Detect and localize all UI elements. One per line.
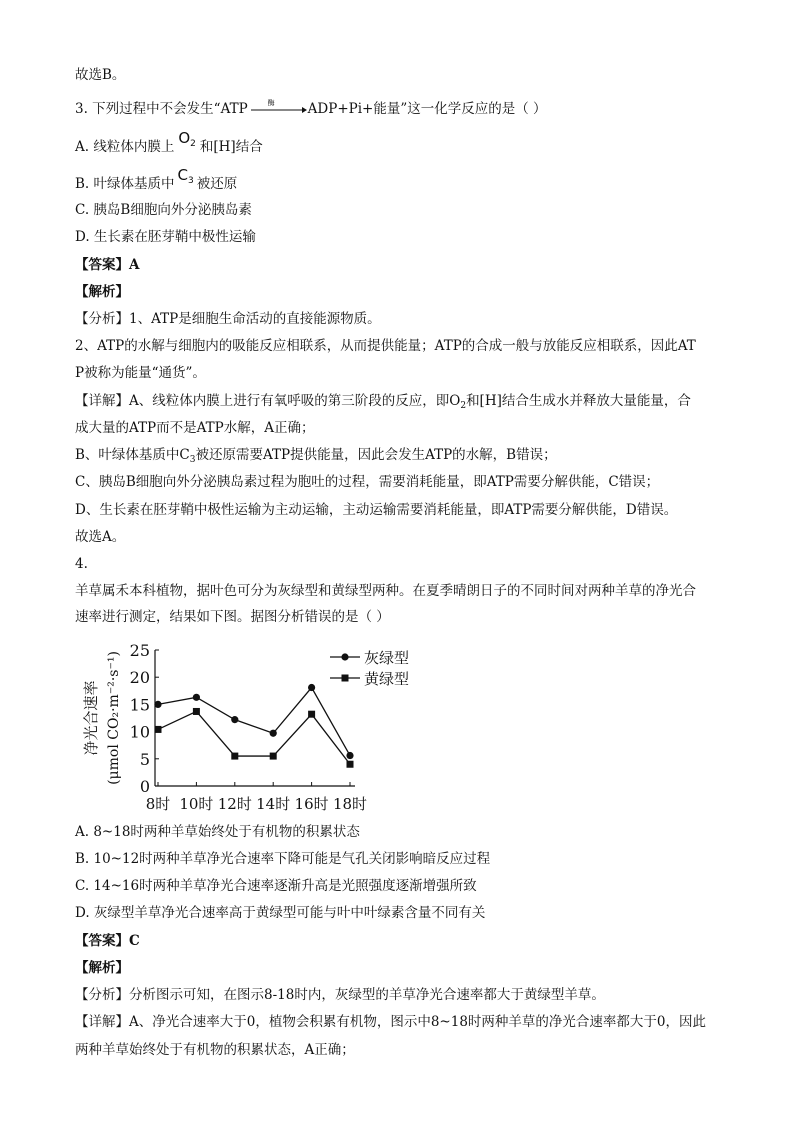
formula — [178, 166, 194, 184]
chart-legend — [330, 649, 409, 688]
x-tick-label: 8时 — [145, 795, 171, 813]
option-b: B. 10~12时两种羊草净光合速率下降可能是气孔关闭影响暗反应过程 — [75, 851, 491, 867]
question-4-stem: 速率进行测定，结果如下图。据图分析错误的是（ ） — [75, 609, 390, 625]
y-tick-label: 20 — [129, 668, 150, 688]
text-line: 两种羊草始终处于有机物的积累状态，A正确； — [75, 1042, 355, 1058]
option-text: 和[H]结合 — [199, 139, 263, 155]
stem-part: ADP+Pi+能量”这一化学反应的是（ ） — [307, 101, 547, 117]
text-line — [75, 445, 557, 470]
reaction-arrow — [248, 98, 308, 117]
text-line: P被称为能量“通货”。 — [75, 365, 206, 381]
option-text: A. 线粒体内膜上 — [75, 139, 175, 155]
data-point — [308, 711, 315, 718]
x-tick-label: 12时 — [217, 795, 252, 813]
option-text: 被还原 — [196, 176, 238, 192]
chart-axes — [82, 641, 367, 813]
stem-part: 3. 下列过程中不会发生“ATP — [75, 101, 248, 117]
data-point — [193, 694, 200, 701]
analysis-label: 【解析】 — [75, 960, 129, 976]
option-c: C. 14~16时两种羊草净光合速率逐渐升高是光照强度逐渐增强所致 — [75, 878, 477, 894]
formula-sub: 2 — [190, 139, 196, 149]
option-a: A. 8~18时两种羊草始终处于有机物的积累状态 — [75, 824, 360, 840]
y-tick-label: 0 — [139, 777, 150, 796]
text-part: 和[H]结合生成水并释放大量能量，合 — [466, 393, 691, 409]
option-b — [75, 166, 238, 199]
question-3-stem — [75, 99, 547, 119]
data-point — [231, 753, 238, 760]
text-line: C、胰岛B细胞向外分泌胰岛素过程为胞吐的过程，需要消耗能量，即ATP需要分解供能，C错误； — [75, 474, 660, 490]
option-d: D. 生长素在胚芽鞘中极性运输 — [75, 229, 256, 245]
y-tick-label: 15 — [129, 695, 150, 715]
text-line: 故选B。 — [75, 67, 126, 83]
data-point — [193, 708, 200, 715]
y-tick-label: 5 — [139, 749, 150, 769]
text-line — [75, 391, 691, 416]
answer-label: 【答案】A — [75, 257, 140, 273]
option-a — [75, 129, 263, 162]
x-tick-label: 10时 — [179, 795, 214, 813]
legend-label: 灰绿型 — [364, 649, 410, 667]
data-point — [308, 684, 315, 691]
x-tick-label: 14时 — [256, 795, 291, 813]
analysis-label: 【解析】 — [75, 284, 129, 300]
formula-sub: 3 — [188, 176, 194, 186]
data-point — [270, 730, 277, 737]
formula-symbol: O — [178, 129, 191, 147]
enzyme-label: 酶 — [267, 98, 275, 107]
text-line: 【详解】A、净光合速率大于0，植物会积累有机物，图示中8~18时两种羊草的净光合速率都大于0，因此 — [75, 1014, 707, 1030]
data-point — [347, 761, 354, 768]
option-c: C. 胰岛B细胞向外分泌胰岛素 — [75, 202, 252, 218]
data-point — [154, 701, 161, 708]
y-axis-label: 净光合速率 — [82, 680, 100, 756]
answer-label: 【答案】C — [75, 933, 140, 949]
line-chart — [60, 640, 410, 820]
y-tick-label: 25 — [129, 641, 150, 660]
x-tick-label: 18时 — [332, 795, 368, 813]
formula-symbol: C — [177, 166, 188, 184]
text-line: 【分析】1、ATP是细胞生命活动的直接能源物质。 — [75, 311, 381, 327]
text-line: 故选A。 — [75, 529, 126, 545]
legend-marker — [341, 653, 348, 660]
y-tick-label: 10 — [129, 722, 150, 742]
y-axis-unit-label: (μmol CO₂·m⁻²·s⁻¹) — [106, 651, 122, 785]
text-line: D、生长素在胚芽鞘中极性运输为主动运输，主动运输需要消耗能量，即ATP需要分解供能，D错误。 — [75, 502, 678, 518]
subscript: 2 — [460, 401, 467, 411]
data-point — [155, 726, 162, 733]
data-point — [231, 716, 238, 723]
formula — [178, 129, 196, 147]
question-4-number: 4. — [75, 556, 88, 572]
option-text: B. 叶绿体基质中 — [75, 176, 175, 192]
data-point — [346, 752, 353, 759]
text-part: 【详解】A、线粒体内膜上进行有氧呼吸的第三阶段的反应，即O — [75, 393, 461, 409]
text-part: 被还原需要ATP提供能量，因此会发生ATP的水解，B错误； — [195, 447, 557, 463]
text-line: 2、ATP的水解与细胞内的吸能反应相联系，从而提供能量；ATP的合成一般与放能反应相联系，因此AT — [75, 338, 696, 354]
option-d: D. 灰绿型羊草净光合速率高于黄绿型可能与叶中叶绿素含量不同有关 — [75, 905, 486, 921]
subscript: 3 — [189, 455, 196, 465]
text-part: B、叶绿体基质中C — [75, 447, 190, 463]
chart-series — [154, 684, 353, 768]
text-line: 【分析】分析图示可知，在图示8-18时内，灰绿型的羊草净光合速率都大于黄绿型羊草。 — [75, 987, 605, 1003]
legend-label: 黄绿型 — [364, 670, 410, 688]
series-line — [158, 688, 350, 756]
arrow-icon — [248, 103, 308, 117]
series-line — [158, 711, 350, 764]
question-4-stem: 羊草属禾本科植物，据叶色可分为灰绿型和黄绿型两种。在夏季晴朗日子的不同时间对两种羊草的净光合 — [75, 583, 696, 599]
legend-marker — [342, 675, 349, 682]
text-line: 成大量的ATP而不是ATP水解，A正确； — [75, 420, 315, 436]
data-point — [270, 753, 277, 760]
x-tick-label: 16时 — [294, 795, 329, 813]
